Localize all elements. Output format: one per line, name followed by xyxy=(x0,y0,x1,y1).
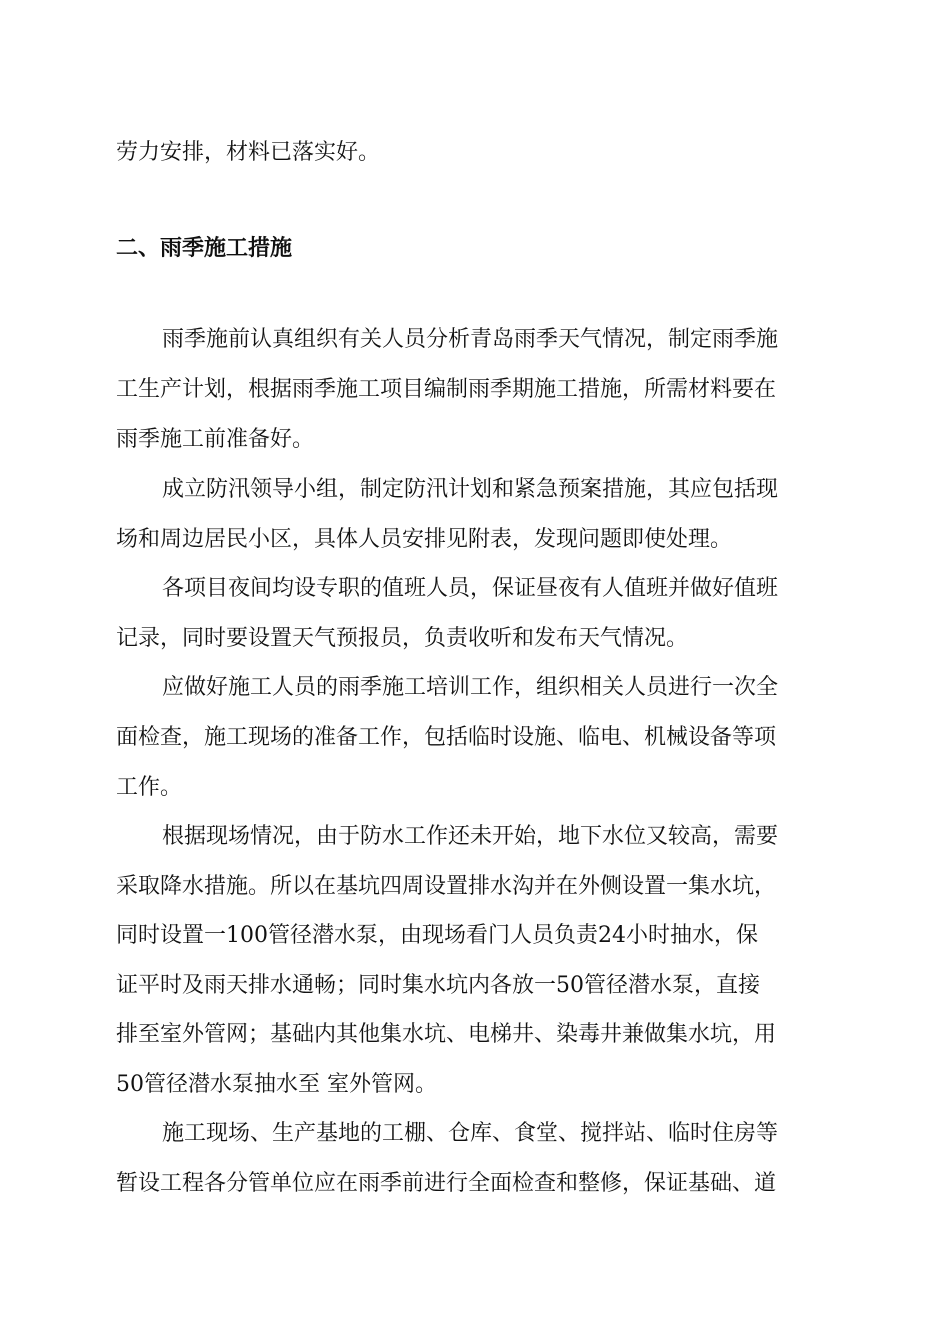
paragraph-line: 雨季施前认真组织有关人员分析青岛雨季天气情况，制定雨季施 xyxy=(162,327,779,352)
paragraph-line: 工作。 xyxy=(116,775,183,800)
paragraph-line: 施工现场、生产基地的工棚、仓库、食堂、搅拌站、临时住房等 xyxy=(162,1121,779,1146)
paragraph-line: 证平时及雨天排水通畅；同时集水坑内各放一50管径潜水泵，直接 xyxy=(116,973,760,998)
paragraph-line: 根据现场情况，由于防水工作还未开始，地下水位又较高，需要 xyxy=(162,824,779,849)
paragraph-line: 雨季施工前准备好。 xyxy=(116,427,315,452)
paragraph-line: 各项目夜间均设专职的值班人员，保证昼夜有人值班并做好值班 xyxy=(162,576,779,601)
paragraph-line: 应做好施工人员的雨季施工培训工作，组织相关人员进行一次全 xyxy=(162,675,779,700)
paragraph-line: 成立防汛领导小组，制定防汛计划和紧急预案措施，其应包括现 xyxy=(162,477,779,502)
paragraph-line: 同时设置一100管径潜水泵，由现场看门人员负责24小时抽水，保 xyxy=(116,923,758,948)
paragraph-line: 记录，同时要设置天气预报员，负责收听和发布天气情况。 xyxy=(116,626,689,651)
paragraph-line: 场和周边居民小区，具体人员安排见附表，发现问题即使处理。 xyxy=(116,527,733,552)
paragraph-line: 暂设工程各分管单位应在雨季前进行全面检查和整修，保证基础、道 xyxy=(116,1171,777,1196)
paragraph-line: 50管径潜水泵抽水至 室外管网。 xyxy=(116,1072,437,1097)
paragraph-line: 面检查，施工现场的准备工作，包括临时设施、临电、机械设备等项 xyxy=(116,725,777,750)
paragraph-line: 采取降水措施。所以在基坑四周设置排水沟并在外侧设置一集水坑， xyxy=(116,874,777,899)
paragraph-line: 工生产计划，根据雨季施工项目编制雨季期施工措施，所需材料要在 xyxy=(116,377,777,402)
continuation-line: 劳力安排，材料已落实好。 xyxy=(116,140,381,165)
paragraph-line: 排至室外管网；基础内其他集水坑、电梯井、染毒井兼做集水坑，用 xyxy=(116,1022,777,1047)
section-heading: 二、雨季施工措施 xyxy=(116,236,293,261)
